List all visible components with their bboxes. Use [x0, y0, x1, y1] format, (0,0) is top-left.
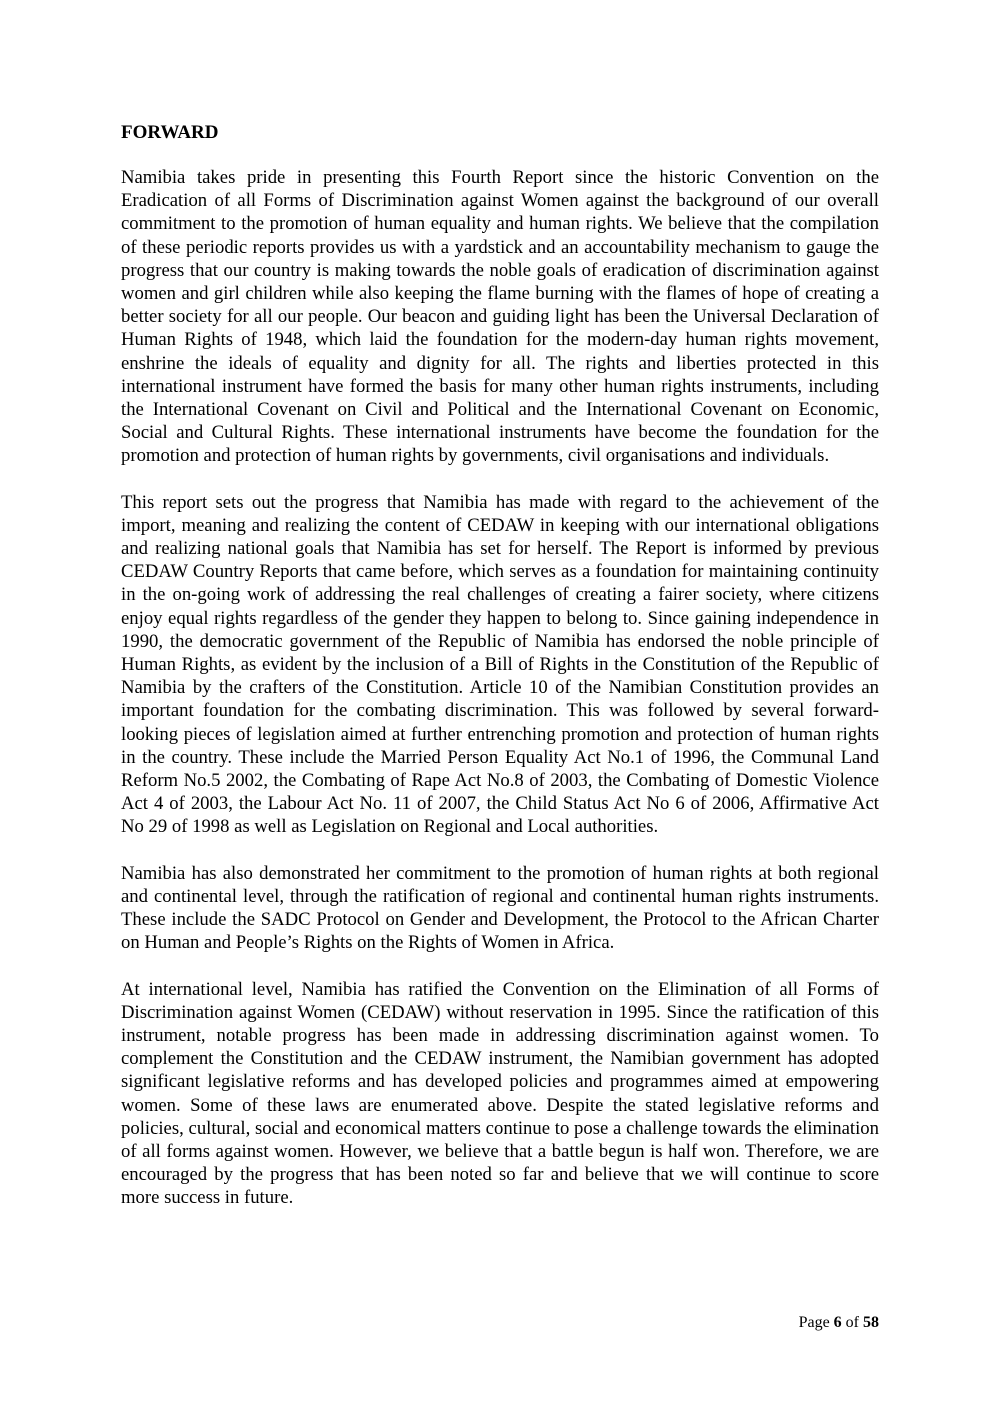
page-total: 58 — [863, 1314, 879, 1331]
paragraph-progress: This report sets out the progress that Namibia has made with regard to the achievement of the import, meaning and realizing the content of CEDAW in keeping with our international obligations and realizing national goals that Namibia has set for herself. The Report is informed by previous CEDAW Country Reports that came before, which serves as a foundation for maintaining continuity in the on-going work of addressing the real challenges of creating a fairer society, where citizens enjoy equal rights regardless of the gender they happen to belong to. Since gaining independence in 1990, the democratic government of the Republic of Namibia has endorsed the noble principle of Human Rights, as evident by the inclusion of a Bill of Rights in the Constitution of the Republic of Namibia by the crafters of the Constitution. Article 10 of the Namibian Constitution provides an important foundation for the combating discrimination. This was followed by several forward-looking pieces of legislation aimed at further entrenching promotion and protection of human rights in the country. These include the Married Person Equality Act No.1 of 1996, the Communal Land Reform No.5 2002, the Combating of Rape Act No.8 of 2003, the Combating of Domestic Violence Act 4 of 2003, the Labour Act No. 11 of 2007, the Child Status Act No 6 of 2006, Affirmative Act No 29 of 1998 as well as Legislation on Regional and Local authorities. — [121, 491, 879, 838]
paragraph-regional: Namibia has also demonstrated her commitment to the promotion of human rights at both regional and continental level, through the ratification of regional and continental human rights instruments. These include the SADC Protocol on Gender and Development, the Protocol to the African Charter on Human and People’s Rights on the Rights of Women in Africa. — [121, 862, 879, 954]
page-separator: of — [845, 1314, 859, 1331]
page-footer — [799, 1313, 879, 1333]
paragraph-intro: Namibia takes pride in presenting this Fourth Report since the historic Convention on the Eradication of all Forms of Discrimination against Women against the background of our overall commitment to the promotion of human equality and human rights. We believe that the compilation of these periodic reports provides us with a yardstick and an accountability mechanism to gauge the progress that our country is making towards the noble goals of eradication of discrimination against women and girl children while also keeping the flame burning with the flames of hope of creating a better society for all our people. Our beacon and guiding light has been the Universal Declaration of Human Rights of 1948, which laid the foundation for the modern-day human rights movement, enshrine the ideals of equality and dignity for all. The rights and liberties protected in this international instrument have formed the basis for many other human rights instruments, including the International Covenant on Civil and Political and the International Covenant on Economic, Social and Cultural Rights. These international instruments have become the foundation for the promotion and protection of human rights by governments, civil organisations and individuals. — [121, 167, 879, 467]
page-prefix: Page — [798, 1314, 830, 1331]
document-page — [121, 121, 879, 1233]
page-number: 6 — [833, 1314, 842, 1331]
section-heading: FORWARD — [121, 122, 219, 143]
paragraph-international: At international level, Namibia has ratified the Convention on the Elimination of all Forms of Discrimination against Women (CEDAW) without reservation in 1995. Since the ratification of this instrument, notable progress has been made in addressing discrimination against women. To complement the Constitution and the CEDAW instrument, the Namibian government has adopted significant legislative reforms and has developed policies and programmes aimed at empowering women. Some of these laws are enumerated above. Despite the stated legislative reforms and policies, cultural, social and economical matters continue to pose a challenge towards the elimination of all forms against women. However, we believe that a battle begun is half won. Therefore, we are encouraged by the progress that has been noted so far and believe that we will continue to score more success in future. — [121, 978, 879, 1209]
